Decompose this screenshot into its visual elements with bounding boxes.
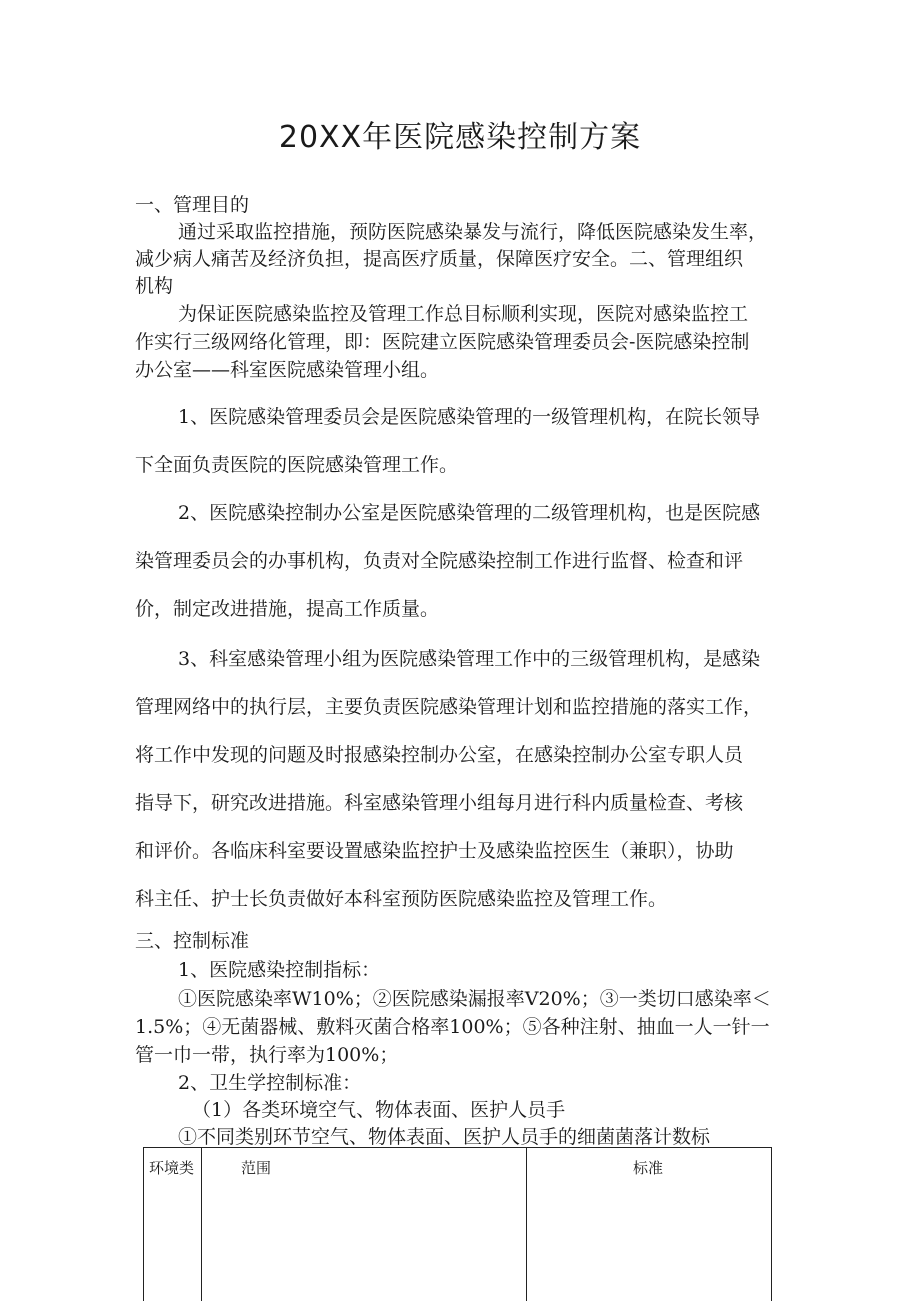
- paragraph-line: 机构: [135, 275, 174, 297]
- paragraph-line: 1、医院感染控制指标：: [178, 959, 381, 981]
- paragraph-line: 通过采取监控措施，预防医院感染暴发与流行，降低医院感染发生率，: [178, 221, 768, 243]
- section-heading-1: 一、管理目的: [135, 194, 250, 216]
- paragraph-line: 2、卫生学控制标准：: [178, 1072, 362, 1094]
- table-border: [526, 1147, 527, 1301]
- section-heading-3: 三、控制标准: [135, 930, 250, 952]
- paragraph-line: 为保证医院感染监控及管理工作总目标顺利实现，医院对感染监控工: [178, 303, 749, 325]
- paragraph-line: 3、科室感染管理小组为医院感染管理工作中的三级管理机构，是感染: [178, 648, 761, 670]
- paragraph-line: 作实行三级网络化管理，即：医院建立医院感染管理委员会-医院感染控制: [135, 331, 750, 353]
- table-header-standard: 标准: [633, 1159, 664, 1177]
- table-top-border: [143, 1147, 772, 1148]
- paragraph-line: 和评价。各临床科室要设置感染监控护士及感染监控医生（兼职），协助: [135, 840, 734, 862]
- paragraph-line: 办公室——科室医院感染管理小组。: [135, 359, 440, 381]
- table-header-scope: 范围: [241, 1159, 272, 1177]
- table-border: [201, 1147, 202, 1301]
- paragraph-line: 将工作中发现的问题及时报感染控制办公室，在感染控制办公室专职人员: [135, 744, 744, 766]
- table-border: [143, 1147, 144, 1301]
- paragraph-line: （1）各类环境空气、物体表面、医护人员手: [192, 1099, 566, 1121]
- table-header-environment: 环境类: [149, 1159, 195, 1177]
- paragraph-line: ①不同类别环节空气、物体表面、医护人员手的细菌菌落计数标: [178, 1126, 711, 1148]
- table-border: [771, 1147, 772, 1301]
- paragraph-line: 下全面负责医院的医院感染管理工作。: [135, 454, 459, 476]
- paragraph-line: 1、医院感染管理委员会是医院感染管理的一级管理机构，在院长领导: [178, 406, 761, 428]
- paragraph-line: 减少病人痛苦及经济负担，提高医疗质量，保障医疗安全。二、管理组织: [135, 248, 744, 270]
- paragraph-line: 染管理委员会的办事机构，负责对全院感染控制工作进行监督、检查和评: [135, 550, 744, 572]
- paragraph-line: 管一巾一带，执行率为100%；: [135, 1044, 399, 1066]
- paragraph-line: 科主任、护士长负责做好本科室预防医院感染监控及管理工作。: [135, 888, 668, 910]
- standards-table: [143, 1147, 772, 1301]
- paragraph-line: 管理网络中的执行层，主要负责医院感染管理计划和监控措施的落实工作，: [135, 696, 763, 718]
- paragraph-line: ①医院感染率W10%；②医院感染漏报率V20%；③一类切口感染率＜: [178, 988, 771, 1010]
- document-title: 20XX年医院感染控制方案: [278, 120, 642, 155]
- paragraph-line: 1.5%；④无菌器械、敷料灭菌合格率100%；⑤各种注射、抽血一人一针一: [135, 1016, 770, 1038]
- paragraph-line: 指导下，研究改进措施。科室感染管理小组每月进行科内质量检查、考核: [135, 792, 744, 814]
- paragraph-line: 价，制定改进措施，提高工作质量。: [135, 598, 440, 620]
- paragraph-line: 2、医院感染控制办公室是医院感染管理的二级管理机构，也是医院感: [178, 502, 761, 524]
